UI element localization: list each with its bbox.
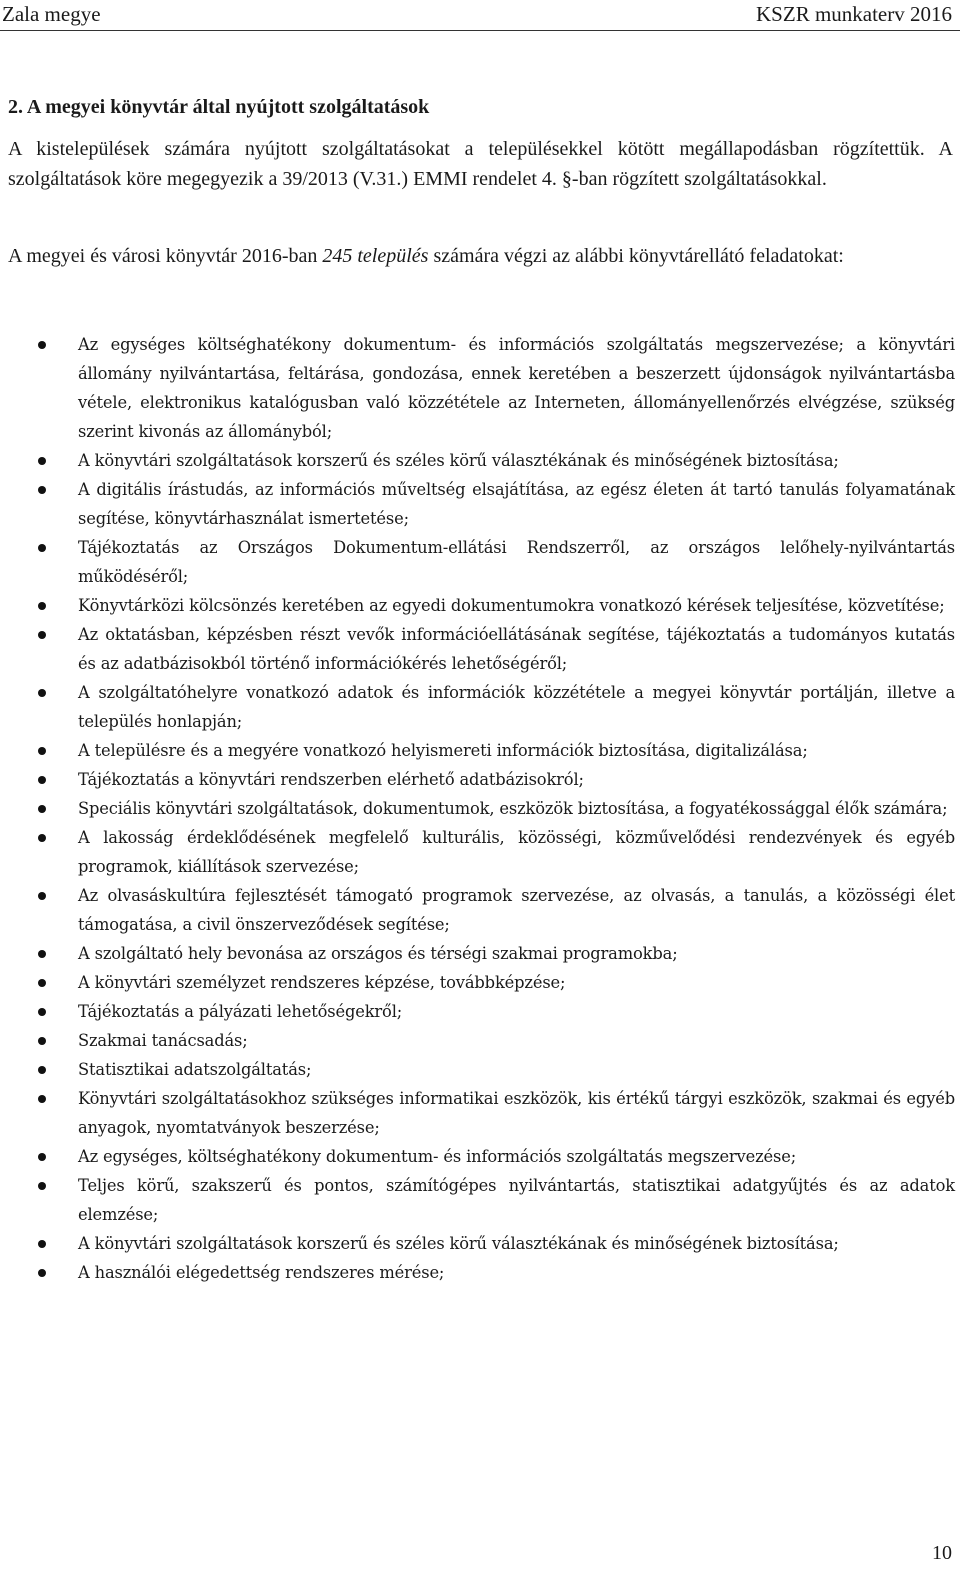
section-heading: 2. A megyei könyvtár által nyújtott szolgáltatások <box>8 96 430 118</box>
list-item <box>0 591 955 620</box>
list-item-text: A digitális írástudás, az információs műveltség elsajátítása, az egész életen át tartó tanulás folyamatának segítése, könyvtárhasználat ismertetése; <box>78 480 955 528</box>
page-header <box>0 0 960 31</box>
bullet-icon <box>38 602 46 610</box>
list-item-text: A lakosság érdeklődésének megfelelő kulturális, közösségi, közművelődési rendezvények és egyéb programok, kiállítások szervezése; <box>78 828 955 876</box>
bullet-icon <box>38 341 46 349</box>
bullet-icon <box>38 747 46 755</box>
list-item-text: A könyvtári szolgáltatások korszerű és széles körű választékának és minőségének biztosítása; <box>78 1234 839 1253</box>
header-document-title: KSZR munkaterv 2016 <box>756 2 952 26</box>
list-item-text: A könyvtári személyzet rendszeres képzése, továbbképzése; <box>78 973 566 992</box>
list-item-text: A szolgáltatóhelyre vonatkozó adatok és információk közzététele a megyei könyvtár portálján, illetve a település honlapján; <box>78 683 955 731</box>
list-item-text: Az egységes költséghatékony dokumentum- és információs szolgáltatás megszervezése; a könyvtári állomány nyilvántartása, feltárása, gondozása, ennek keretében a beszerzett újdonságok nyilvántartásba vétele, elektronikus katalógusban való közzététele az Interneten, állományellenőrzés elvégzése, szükség szerint kivonás az állományból; <box>78 335 955 441</box>
bullet-icon <box>38 544 46 552</box>
settlement-count: 245 település <box>322 245 429 267</box>
bullet-icon <box>38 950 46 958</box>
bullet-icon <box>38 805 46 813</box>
list-item <box>0 475 955 533</box>
list-item-text: Szakmai tanácsadás; <box>78 1031 248 1050</box>
list-item <box>0 765 955 794</box>
list-item <box>0 939 955 968</box>
bullet-icon <box>38 776 46 784</box>
bullet-icon <box>38 979 46 987</box>
list-item <box>0 678 955 736</box>
bullet-icon <box>38 1240 46 1248</box>
list-item <box>0 1142 955 1171</box>
bullet-icon <box>38 631 46 639</box>
list-item-text: A szolgáltató hely bevonása az országos és térségi szakmai programokba; <box>78 944 678 963</box>
bullet-icon <box>38 1269 46 1277</box>
list-item-text: A településre és a megyére vonatkozó helyismereti információk biztosítása, digitalizálása; <box>78 741 808 760</box>
list-item <box>0 1055 955 1084</box>
bullet-icon <box>38 486 46 494</box>
list-item-text: Az olvasáskultúra fejlesztését támogató programok szervezése, az olvasás, a tanulás, a közösségi élet támogatása, a civil önszerveződések segítése; <box>78 886 955 934</box>
list-item-text: Tájékoztatás az Országos Dokumentum-ellátási Rendszerről, az országos lelőhely-nyilvántartás működéséről; <box>78 538 955 586</box>
bullet-icon <box>38 1182 46 1190</box>
task-list <box>0 330 955 1287</box>
intro-paragraph: A kistelepülések számára nyújtott szolgáltatásokat a településekkel kötött megállapodásban rögzítettük. A szolgáltatások köre megegyezik a 39/2013 (V.31.) EMMI rendelet 4. §-ban rögzített szolgáltatásokkal. <box>8 138 953 190</box>
bullet-icon <box>38 1153 46 1161</box>
list-item-text: Az oktatásban, képzésben részt vevők információellátásának segítése, tájékoztatás a tudományos kutatás és az adatbázisokból történő információkérés lehetőségéről; <box>78 625 955 673</box>
list-item-text: A könyvtári szolgáltatások korszerű és széles körű választékának és minőségének biztosítása; <box>78 451 839 470</box>
list-item-text: Tájékoztatás a könyvtári rendszerben elérhető adatbázisokról; <box>78 770 584 789</box>
list-item <box>0 823 955 881</box>
list-item-text: Könyvtári szolgáltatásokhoz szükséges informatikai eszközök, kis értékű tárgyi eszközök, szakmai és egyéb anyagok, nyomtatványok beszerzése; <box>78 1089 955 1137</box>
bullet-icon <box>38 892 46 900</box>
list-item <box>0 1171 955 1229</box>
list-item <box>0 533 955 591</box>
list-item <box>0 997 955 1026</box>
list-item <box>0 968 955 997</box>
list-item <box>0 1258 955 1287</box>
list-item-text: Az egységes, költséghatékony dokumentum- és információs szolgáltatás megszervezése; <box>78 1147 797 1166</box>
bullet-icon <box>38 1095 46 1103</box>
list-item-text: A használói elégedettség rendszeres mérése; <box>78 1263 445 1282</box>
list-item <box>0 1026 955 1055</box>
list-item <box>0 881 955 939</box>
list-item <box>0 1084 955 1142</box>
bullet-icon <box>38 1037 46 1045</box>
list-item-text: Tájékoztatás a pályázati lehetőségekről; <box>78 1002 403 1021</box>
bullet-icon <box>38 457 46 465</box>
bullet-icon <box>38 1008 46 1016</box>
list-item-text: Speciális könyvtári szolgáltatások, dokumentumok, eszközök biztosítása, a fogyatékossággal élők számára; <box>78 799 948 818</box>
list-item-text: Teljes körű, szakszerű és pontos, számítógépes nyilvántartás, statisztikai adatgyűjtés és az adatok elemzése; <box>78 1176 955 1224</box>
bullet-icon <box>38 834 46 842</box>
bullet-icon <box>38 689 46 697</box>
list-item <box>0 620 955 678</box>
header-county: Zala megye <box>2 2 101 26</box>
list-item-text: Statisztikai adatszolgáltatás; <box>78 1060 312 1079</box>
page-number: 10 <box>932 1542 952 1564</box>
scope-text-end: számára végzi az alábbi könyvtárellátó feladatokat: <box>428 245 844 267</box>
list-item <box>0 794 955 823</box>
scope-text-start: A megyei és városi könyvtár 2016-ban <box>8 245 323 267</box>
list-item-text: Könyvtárközi kölcsönzés keretében az egyedi dokumentumokra vonatkozó kérések teljesítése, közvetítése; <box>78 596 945 615</box>
list-item <box>0 330 955 446</box>
list-item <box>0 1229 955 1258</box>
list-item <box>0 736 955 765</box>
list-item <box>0 446 955 475</box>
bullet-icon <box>38 1066 46 1074</box>
scope-paragraph <box>8 241 953 271</box>
